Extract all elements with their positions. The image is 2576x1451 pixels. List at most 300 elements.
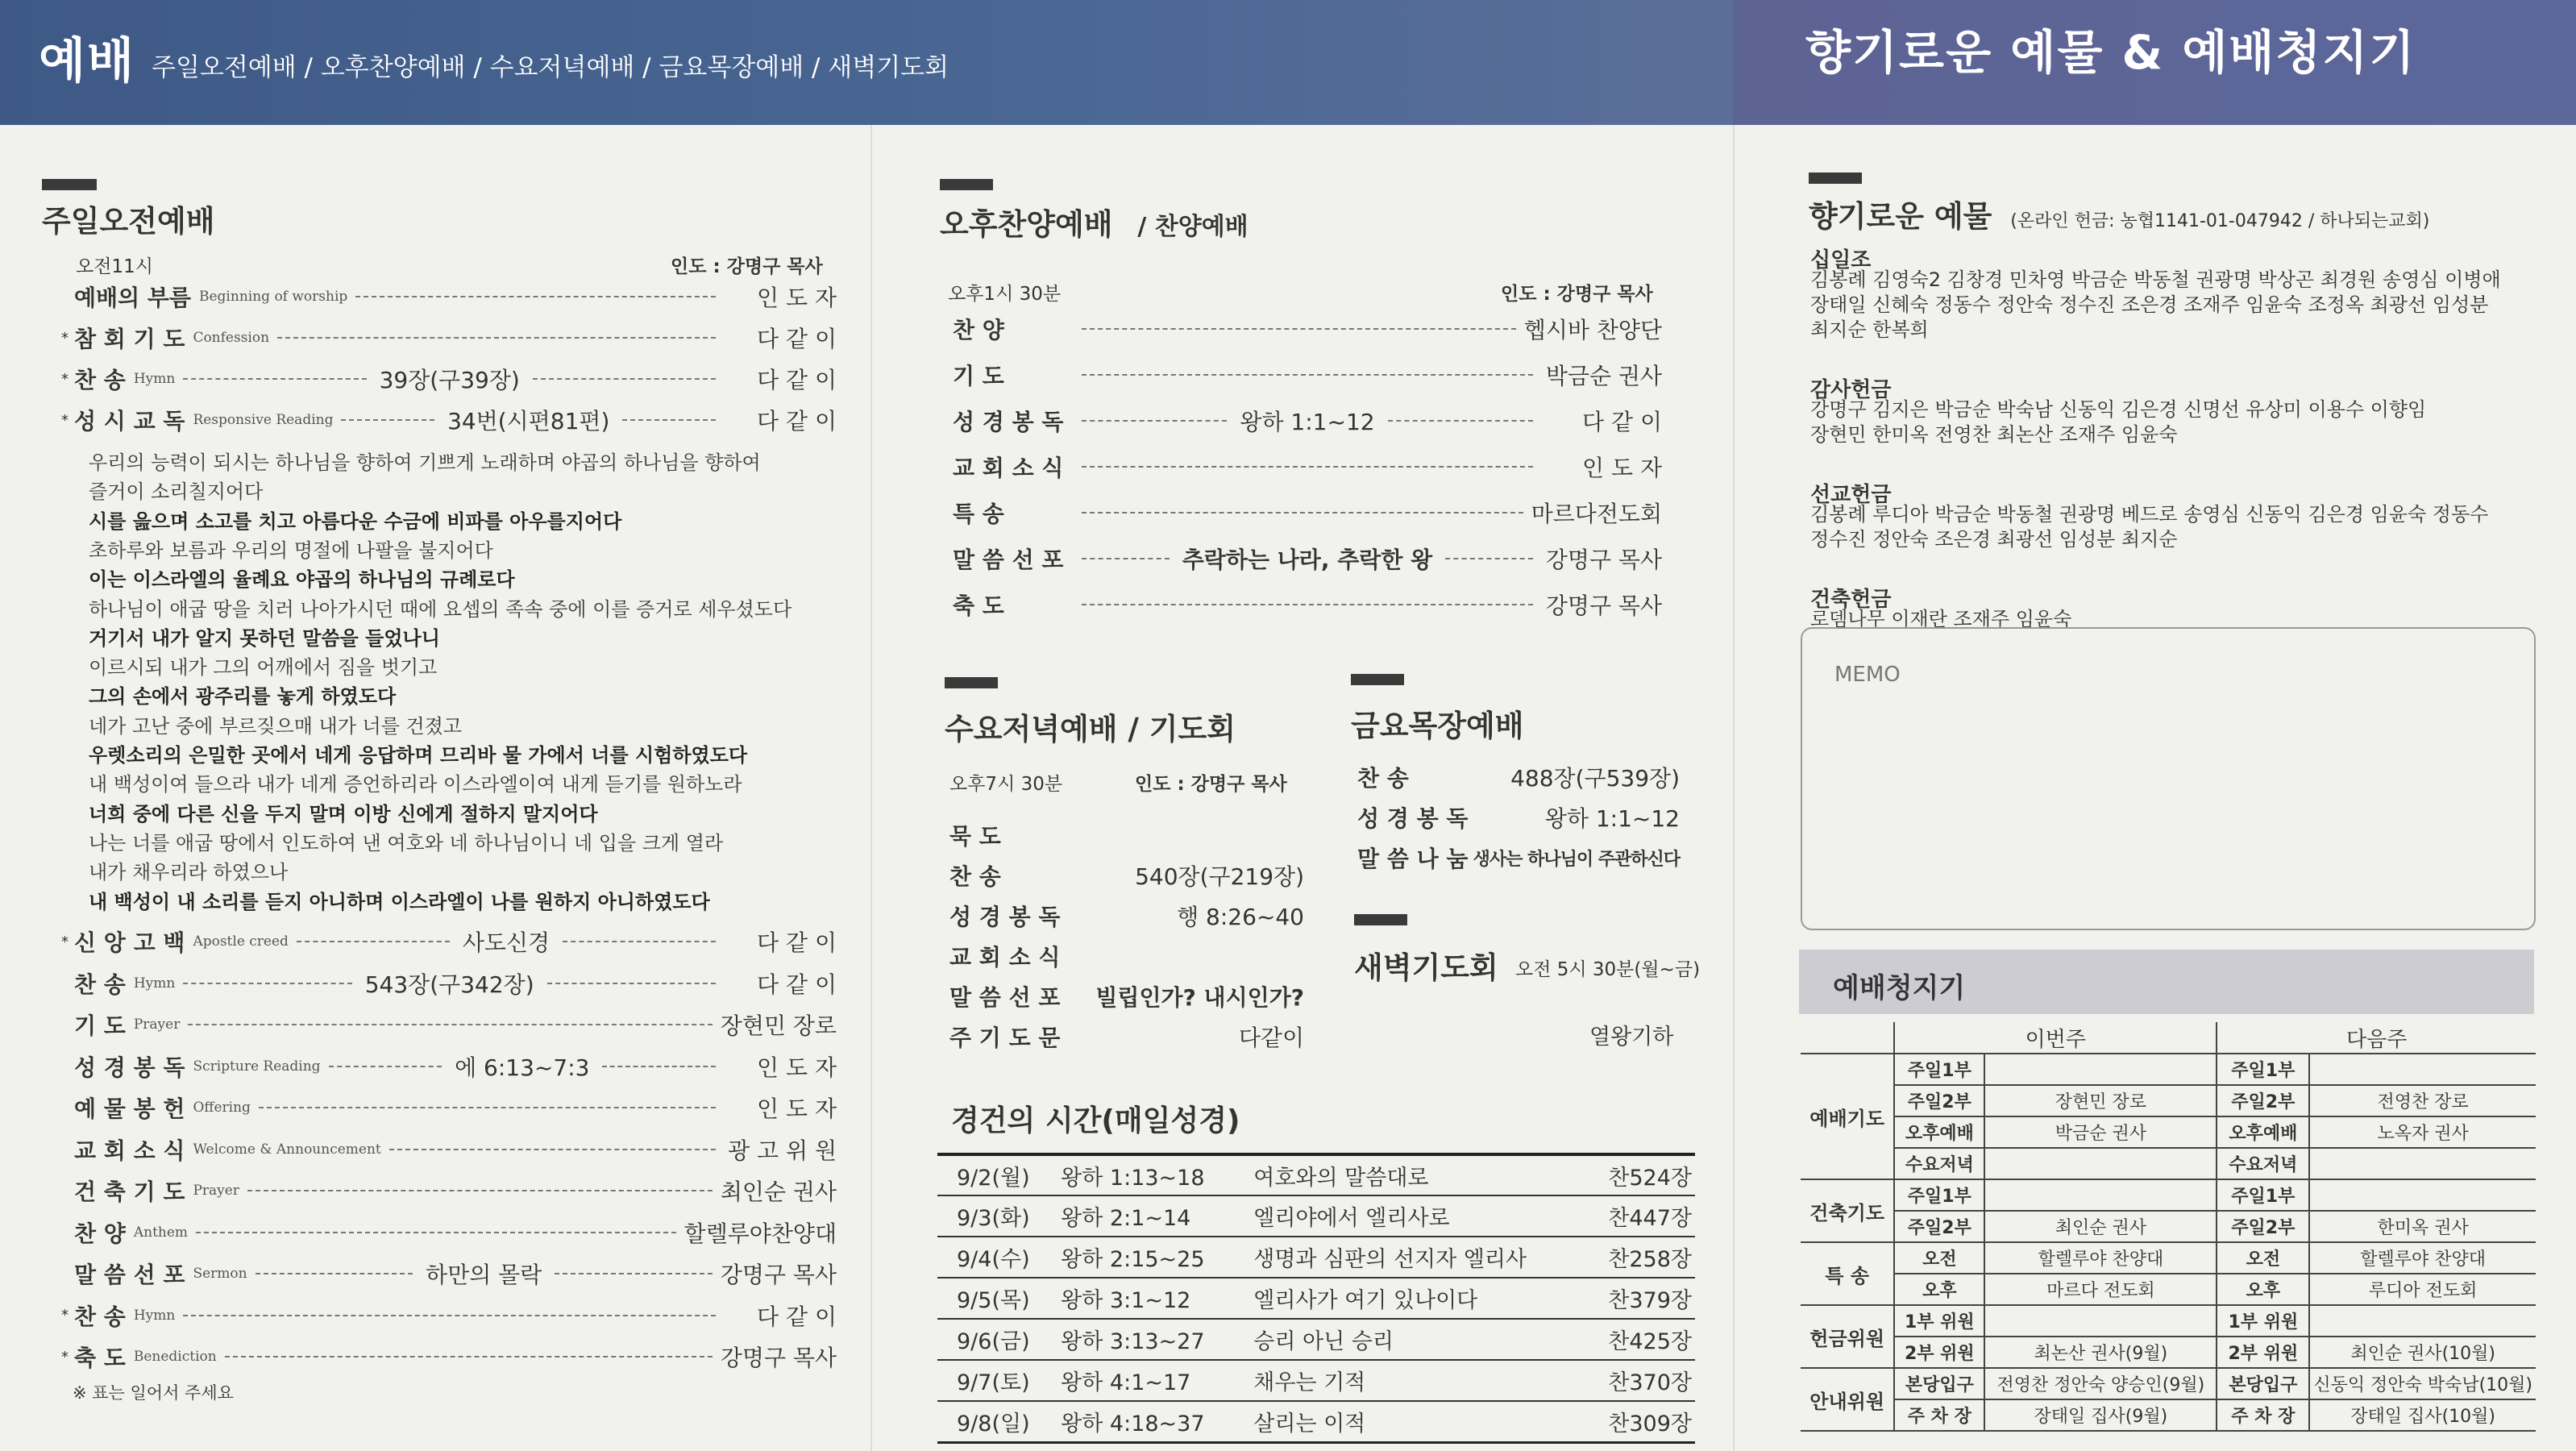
dotted-leader — [188, 1024, 712, 1025]
order-label: 말 씀 선 포 — [953, 547, 1064, 573]
order-detail: 하만의 몰락 — [426, 1262, 542, 1288]
duty-title: 예배청지기 — [1833, 972, 1966, 1004]
order-item — [61, 925, 837, 958]
order-label: 예배의 부름 — [74, 285, 191, 311]
devotion-row — [937, 1319, 1695, 1360]
duty-slot: 주일2부 — [2217, 1211, 2309, 1242]
order-label: 찬 송 — [1357, 765, 1409, 792]
order-label: 성 경 봉 독 — [953, 409, 1064, 435]
reading-line: 우리의 능력이 되시는 하나님을 향하여 기쁘게 노래하며 야곱의 하나님을 향하여 — [89, 451, 761, 474]
offering-names: 강명구 김지은 박금순 박숙남 신동익 김은경 신명선 유상미 이용수 이향임 — [1810, 398, 2427, 421]
devotion-date: 9/8(일) — [937, 1401, 1057, 1442]
dotted-leader — [1388, 420, 1533, 422]
wed-order-item — [949, 900, 1304, 932]
devotion-ref: 왕하 4:1~17 — [1057, 1360, 1250, 1401]
order-person: 다 같 이 — [757, 1303, 837, 1330]
sunday-am-leader: 인도 : 강명구 목사 — [671, 256, 823, 277]
duty-slot: 1부 위원 — [1894, 1305, 1984, 1337]
reading-line: 이르시되 내가 그의 어깨에서 짐을 벗기고 — [89, 656, 438, 680]
duty-person — [2309, 1305, 2536, 1337]
order-person: 강명구 목사 — [1545, 592, 1662, 619]
dotted-leader — [259, 1107, 716, 1108]
order-label-en: Hymn — [133, 975, 176, 992]
dotted-leader — [1082, 466, 1533, 468]
order-item — [61, 1216, 837, 1249]
friday-title: 금요목장예배 — [1351, 709, 1524, 743]
devotion-topic: 엘리사가 여기 있나이다 — [1250, 1278, 1596, 1319]
order-label-en: Hymn — [133, 371, 176, 387]
order-label-en: Hymn — [133, 1307, 176, 1324]
memo-box[interactable] — [1801, 627, 2536, 930]
duty-slot: 주일2부 — [2217, 1085, 2309, 1116]
order-label: 교 회 소 식 — [953, 455, 1064, 481]
order-detail: 왕하 1:1~12 — [1240, 409, 1375, 435]
dotted-leader — [533, 378, 716, 380]
devotion-ref: 왕하 3:1~12 — [1057, 1278, 1250, 1319]
order-person: 박금순 권사 — [1545, 363, 1662, 389]
duty-slot: 1부 위원 — [2217, 1305, 2309, 1337]
header-subtitle: 주일오전예배 / 오후찬양예배 / 수요저녁예배 / 금요목장예배 / 새벽기도회 — [152, 53, 949, 82]
reading-line: 내가 채우리라 하였으나 — [89, 861, 289, 884]
devotion-topic: 여호와의 말씀대로 — [1250, 1154, 1596, 1195]
order-person: 다 같 이 — [757, 367, 837, 393]
dotted-leader — [1082, 558, 1170, 559]
duty-group: 특 송 — [1801, 1242, 1894, 1305]
dotted-leader — [183, 983, 351, 984]
dotted-leader — [389, 1149, 716, 1150]
wed-order-item — [949, 940, 1304, 972]
dawn-text: 열왕기하 — [1589, 1025, 1674, 1050]
devotion-ref: 왕하 1:13~18 — [1057, 1154, 1250, 1195]
order-detail: 왕하 1:1~12 — [1544, 805, 1680, 832]
duty-row — [1801, 1116, 2536, 1148]
duty-person: 신동익 정안숙 박숙남(10월) — [2309, 1368, 2536, 1399]
order-label: 주 기 도 문 — [949, 1025, 1061, 1051]
duty-person — [1984, 1148, 2217, 1179]
order-person: 다 같 이 — [757, 971, 837, 998]
dotted-leader — [1082, 512, 1523, 513]
sunday-pm-title-text: 오후찬양예배 — [940, 207, 1113, 242]
devotion-date: 9/2(월) — [937, 1154, 1057, 1195]
dotted-leader — [247, 1190, 713, 1191]
order-item — [61, 1175, 837, 1207]
order-label: 신 앙 고 백 — [74, 929, 185, 956]
order-item — [61, 1091, 837, 1124]
order-person: 인 도 자 — [757, 1096, 837, 1122]
order-item — [61, 1133, 837, 1166]
fold-line — [1733, 125, 1735, 1451]
wed-order-item — [949, 980, 1304, 1012]
devotion-hymn: 찬425장 — [1596, 1319, 1695, 1360]
order-item — [61, 1050, 837, 1083]
duty-slot: 2부 위원 — [2217, 1337, 2309, 1368]
reading-line: 시를 읊으며 소고를 치고 아름다운 수금에 비파를 아우를지어다 — [89, 509, 622, 533]
order-item — [61, 1008, 837, 1041]
order-label: 찬 송 — [949, 863, 1001, 890]
dotted-leader — [1082, 328, 1516, 330]
pm-order-item — [953, 451, 1662, 483]
dotted-leader — [196, 1232, 676, 1233]
standing-note: ※ 표는 일어서 주세요 — [73, 1383, 234, 1403]
section-bar — [1809, 173, 1862, 184]
order-person: 인 도 자 — [757, 1054, 837, 1081]
standing-mark: * — [61, 329, 69, 347]
duty-slot: 주일1부 — [1894, 1054, 1984, 1085]
duty-person: 최인순 권사(10월) — [2309, 1337, 2536, 1368]
reading-line: 우렛소리의 은밀한 곳에서 네게 응답하며 므리바 물 가에서 너를 시험하였도다 — [89, 744, 748, 767]
order-label: 성 경 봉 독 — [1357, 805, 1469, 832]
devotion-table — [937, 1153, 1695, 1444]
fri-order-item — [1357, 801, 1680, 834]
offering-names: 장태일 신혜숙 정동수 정안숙 정수진 조은경 조재주 임윤숙 조정옥 최광선 임성분 — [1810, 293, 2489, 316]
order-label-en: Anthem — [133, 1224, 189, 1241]
order-person: 다 같 이 — [757, 408, 837, 434]
duty-slot: 본당입구 — [1894, 1368, 1984, 1399]
order-label-en: Benediction — [133, 1349, 217, 1365]
order-detail: 생사는 하나님이 주관하신다 — [1473, 849, 1680, 870]
standing-mark: * — [61, 411, 69, 429]
order-label-en: Prayer — [193, 1183, 239, 1199]
order-detail: 다같이 — [1238, 1025, 1304, 1051]
duty-slot: 주일2부 — [1894, 1085, 1984, 1116]
duty-person: 전영찬 장로 — [2309, 1085, 2536, 1116]
devotion-hymn: 찬370장 — [1596, 1360, 1695, 1401]
duty-slot: 주 차 장 — [1894, 1399, 1984, 1431]
standing-mark: * — [61, 1348, 69, 1366]
offering-group-title: 감사헌금 — [1810, 378, 1892, 402]
order-detail: 빌립인가? 내시인가? — [1095, 984, 1304, 1011]
sunday-pm-leader: 인도 : 강명구 목사 — [1501, 284, 1653, 305]
duty-person: 루디아 전도회 — [2309, 1274, 2536, 1305]
order-label-en: Prayer — [133, 1017, 181, 1033]
order-label: 교 회 소 식 — [74, 1137, 185, 1164]
standing-mark: * — [61, 933, 69, 950]
dotted-leader — [602, 1066, 716, 1067]
offering-title-text: 향기로운 예물 — [1809, 199, 1992, 234]
order-label: 성 경 봉 독 — [74, 1054, 185, 1081]
duty-row — [1801, 1242, 2536, 1274]
order-item — [61, 404, 837, 436]
reading-line: 내 백성이여 들으라 내가 네게 증언하리라 이스라엘이여 내게 듣기를 원하노라 — [89, 773, 742, 796]
devotion-title: 경건의 시간(매일성경) — [951, 1104, 1240, 1137]
dotted-leader — [277, 337, 716, 339]
duty-person — [2309, 1148, 2536, 1179]
dotted-leader — [1082, 420, 1227, 422]
duty-slot: 오전 — [2217, 1242, 2309, 1274]
duty-person: 한미옥 권사 — [2309, 1211, 2536, 1242]
duty-person: 노옥자 권사 — [2309, 1116, 2536, 1148]
order-person: 헵시바 찬양단 — [1523, 317, 1662, 343]
order-detail: 540장(구219장) — [1135, 863, 1304, 890]
duty-slot: 수요저녁 — [2217, 1148, 2309, 1179]
dotted-leader — [622, 419, 716, 421]
duty-slot: 주일1부 — [2217, 1054, 2309, 1085]
duty-slot: 오후예배 — [1894, 1116, 1984, 1148]
order-label: 찬 송 — [74, 367, 126, 393]
duty-person: 장현민 장로 — [1984, 1085, 2217, 1116]
order-person: 인 도 자 — [1582, 455, 1662, 481]
order-label: 특 송 — [953, 501, 1004, 527]
pm-order-item — [953, 359, 1662, 391]
duty-row — [1801, 1148, 2536, 1179]
devotion-row — [937, 1401, 1695, 1442]
order-person: 최인순 권사 — [720, 1179, 837, 1205]
duty-person — [1984, 1305, 2217, 1337]
duty-person: 마르다 전도회 — [1984, 1274, 2217, 1305]
devotion-topic: 엘리야에서 엘리사로 — [1250, 1195, 1596, 1237]
standing-mark: * — [61, 370, 69, 388]
offering-names: 최지순 한복희 — [1810, 318, 1929, 341]
offering-group-title: 선교헌금 — [1810, 483, 1892, 507]
duty-person — [1984, 1179, 2217, 1211]
order-detail: 488장(구539장) — [1510, 765, 1680, 792]
devotion-hymn: 찬524장 — [1596, 1154, 1695, 1195]
duty-row — [1801, 1054, 2536, 1085]
order-person: 강명구 목사 — [1545, 547, 1662, 573]
order-label: 찬 송 — [74, 971, 126, 998]
pm-order-item — [953, 588, 1662, 621]
reading-line: 나는 너를 애굽 땅에서 인도하여 낸 여호와 네 하나님이니 네 입을 크게 열라 — [89, 831, 724, 854]
order-label: 묵 도 — [949, 823, 1001, 850]
order-detail: 에 6:13~7:3 — [455, 1054, 590, 1081]
duty-person — [2309, 1179, 2536, 1211]
duty-slot: 오후예배 — [2217, 1116, 2309, 1148]
order-detail: 543장(구342장) — [364, 971, 534, 998]
dotted-leader — [355, 296, 716, 297]
devotion-row — [937, 1154, 1695, 1195]
wed-order-item — [949, 1021, 1304, 1053]
offering-title — [1809, 192, 2429, 235]
order-label: 건 축 기 도 — [74, 1179, 185, 1205]
dawn-time: 오전 5시 30분(월~금) — [1515, 959, 1701, 980]
order-label: 말 씀 나 눔 — [1357, 846, 1469, 872]
duty-slot: 주 차 장 — [2217, 1399, 2309, 1431]
order-label: 예 물 봉 헌 — [74, 1096, 185, 1122]
duty-slot: 오전 — [1894, 1242, 1984, 1274]
duty-slot: 수요저녁 — [1894, 1148, 1984, 1179]
order-label: 기 도 — [953, 363, 1004, 389]
fold-line — [870, 125, 872, 1451]
duty-row — [1801, 1211, 2536, 1242]
dotted-leader — [225, 1356, 713, 1357]
duty-person: 전영찬 정안숙 양승인(9월) — [1984, 1368, 2217, 1399]
order-label-en: Apostle creed — [193, 933, 289, 950]
devotion-row — [937, 1278, 1695, 1319]
sunday-pm-title — [940, 200, 1249, 243]
order-label: 말 씀 선 포 — [74, 1262, 185, 1288]
header-title: 예배 — [39, 33, 135, 89]
duty-header — [1799, 950, 2534, 1014]
order-label: 교 회 소 식 — [949, 944, 1061, 971]
pm-order-item — [953, 313, 1662, 345]
offering-group-title: 건축헌금 — [1810, 588, 1892, 612]
wednesday-leader: 인도 : 강명구 목사 — [1135, 774, 1287, 795]
devotion-date: 9/7(토) — [937, 1360, 1057, 1401]
order-item — [61, 1299, 837, 1332]
devotion-date: 9/3(화) — [937, 1195, 1057, 1237]
order-label: 성 시 교 독 — [74, 408, 185, 434]
standing-mark: * — [61, 1307, 69, 1324]
order-detail: 행 8:26~40 — [1177, 904, 1304, 930]
order-person: 다 같 이 — [1582, 409, 1662, 435]
memo-label: MEMO — [1834, 663, 1901, 687]
order-item — [61, 363, 837, 395]
order-label: 축 도 — [74, 1345, 126, 1371]
reading-line: 즐거이 소리칠지어다 — [89, 480, 264, 504]
dotted-leader — [547, 983, 716, 984]
devotion-topic: 승리 아닌 승리 — [1250, 1319, 1596, 1360]
reading-line: 너희 중에 다른 신을 두지 말며 이방 신에게 절하지 말지어다 — [89, 802, 598, 825]
order-label: 찬 양 — [953, 317, 1004, 343]
reading-line: 이는 이스라엘의 율례요 야곱의 하나님의 규례로다 — [89, 568, 515, 592]
order-label: 찬 송 — [74, 1303, 126, 1330]
dotted-leader — [1082, 604, 1533, 605]
order-detail: 사도신경 — [462, 929, 551, 956]
devotion-row — [937, 1237, 1695, 1278]
section-bar — [945, 677, 998, 688]
duty-slot: 주일2부 — [1894, 1211, 1984, 1242]
duty-row — [1801, 1305, 2536, 1337]
offering-group-title: 십일조 — [1810, 248, 1872, 272]
sunday-pm-subtitle: / 찬양예배 — [1137, 213, 1249, 241]
devotion-ref: 왕하 2:15~25 — [1057, 1237, 1250, 1278]
offering-names: 김봉례 루디아 박금순 박동철 권광명 베드로 송영심 신동익 김은경 임윤숙 정동수 — [1810, 503, 2489, 526]
offering-names: 김봉례 김영숙2 김창경 민차영 박금순 박동철 권광명 박상곤 최경원 송영심 이병애 — [1810, 268, 2501, 291]
dotted-leader — [297, 941, 450, 942]
duty-slot: 본당입구 — [2217, 1368, 2309, 1399]
order-label-en: Responsive Reading — [193, 412, 334, 428]
duty-slot: 오후 — [1894, 1274, 1984, 1305]
order-item — [61, 281, 837, 313]
offering-names: 로뎀나무 이재란 조재주 임윤숙 — [1810, 608, 2072, 630]
order-item — [61, 967, 837, 1000]
order-person: 다 같 이 — [757, 929, 837, 956]
order-label: 축 도 — [953, 592, 1004, 619]
duty-person: 장태일 집사(10월) — [2309, 1399, 2536, 1431]
order-detail: 39장(구39장) — [379, 367, 520, 393]
order-label: 말 씀 선 포 — [949, 984, 1061, 1011]
reading-line: 그의 손에서 광주리를 놓게 하였도다 — [89, 685, 397, 709]
duty-head-this-week: 이번주 — [1894, 1022, 2217, 1054]
devotion-hymn: 찬447장 — [1596, 1195, 1695, 1237]
devotion-hymn: 찬309장 — [1596, 1401, 1695, 1442]
duty-group: 예배기도 — [1801, 1054, 1894, 1179]
duty-table — [1801, 1022, 2536, 1432]
devotion-hymn: 찬258장 — [1596, 1237, 1695, 1278]
duty-group: 헌금위원 — [1801, 1305, 1894, 1368]
order-label-en: Beginning of worship — [199, 289, 348, 305]
dotted-leader — [555, 1273, 713, 1274]
fri-order-item — [1357, 761, 1680, 793]
order-item — [61, 322, 837, 354]
devotion-date: 9/6(금) — [937, 1319, 1057, 1360]
wed-order-item — [949, 859, 1304, 892]
dotted-leader — [329, 1066, 442, 1067]
order-label-en: Scripture Reading — [193, 1058, 321, 1075]
devotion-date: 9/4(수) — [937, 1237, 1057, 1278]
order-person: 마르다전도회 — [1531, 501, 1662, 527]
dawn-title: 새벽기도회 — [1354, 950, 1498, 985]
order-person: 강명구 목사 — [720, 1262, 837, 1288]
fri-order-item — [1357, 842, 1680, 874]
dotted-leader — [563, 941, 716, 942]
dotted-leader — [1445, 558, 1533, 559]
duty-group: 건축기도 — [1801, 1179, 1894, 1242]
section-bar — [940, 179, 993, 190]
devotion-ref: 왕하 2:1~14 — [1057, 1195, 1250, 1237]
duty-slot: 주일1부 — [1894, 1179, 1984, 1211]
duty-slot: 2부 위원 — [1894, 1337, 1984, 1368]
duty-slot: 주일1부 — [2217, 1179, 2309, 1211]
duty-person: 할렐루야 찬양대 — [2309, 1242, 2536, 1274]
order-person: 강명구 목사 — [720, 1345, 837, 1371]
dotted-leader — [183, 1315, 716, 1316]
duty-row — [1801, 1337, 2536, 1368]
order-person: 인 도 자 — [757, 285, 837, 311]
wed-order-item — [949, 819, 1304, 851]
wednesday-title: 수요저녁예배 / 기도회 — [945, 712, 1236, 746]
order-item — [61, 1258, 837, 1290]
duty-person — [1984, 1054, 2217, 1085]
duty-person: 박금순 권사 — [1984, 1116, 2217, 1148]
devotion-date: 9/5(목) — [937, 1278, 1057, 1319]
section-bar — [42, 179, 97, 190]
duty-row — [1801, 1368, 2536, 1399]
devotion-topic: 채우는 기적 — [1250, 1360, 1596, 1401]
duty-person — [2309, 1054, 2536, 1085]
offering-account: (온라인 헌금: 농협1141-01-047942 / 하나되는교회) — [2010, 211, 2430, 231]
devotion-row — [937, 1195, 1695, 1237]
order-detail: 추락하는 나라, 추락한 왕 — [1182, 547, 1433, 573]
sunday-pm-time: 오후1시 30분 — [948, 284, 1062, 305]
sunday-am-title: 주일오전예배 — [42, 204, 215, 239]
reading-line: 네가 고난 중에 부르짖으매 내가 너를 건졌고 — [89, 714, 463, 738]
offering-names: 장현민 한미옥 전영찬 최논산 조재주 임윤숙 — [1810, 423, 2178, 446]
duty-person: 최인순 권사 — [1984, 1211, 2217, 1242]
order-person: 장현민 장로 — [720, 1012, 837, 1039]
devotion-topic: 살리는 이적 — [1250, 1401, 1596, 1442]
wednesday-time: 오후7시 30분 — [949, 774, 1063, 795]
devotion-ref: 왕하 4:18~37 — [1057, 1401, 1250, 1442]
dotted-leader — [256, 1273, 413, 1274]
order-item — [61, 1341, 837, 1373]
duty-head-next-week: 다음주 — [2217, 1022, 2536, 1054]
devotion-row — [937, 1360, 1695, 1401]
duty-slot: 오후 — [2217, 1274, 2309, 1305]
devotion-topic: 생명과 심판의 선지자 엘리사 — [1250, 1237, 1596, 1278]
duty-person: 장태일 집사(9월) — [1984, 1399, 2217, 1431]
order-detail: 34번(시편81편) — [447, 408, 610, 434]
reading-line: 거기서 내가 알지 못하던 말씀을 들었나니 — [89, 626, 440, 650]
dotted-leader — [1082, 374, 1533, 376]
order-label: 참 회 기 도 — [74, 326, 185, 352]
order-label-en: Offering — [193, 1100, 251, 1116]
duty-row — [1801, 1085, 2536, 1116]
order-label-en: Confession — [193, 330, 270, 346]
pm-order-item — [953, 497, 1662, 529]
section-bar — [1351, 674, 1404, 685]
dotted-leader — [183, 378, 366, 380]
pm-order-item — [953, 405, 1662, 437]
duty-row — [1801, 1179, 2536, 1211]
duty-row — [1801, 1274, 2536, 1305]
duty-person: 할렐루야 찬양대 — [1984, 1242, 2217, 1274]
order-person: 광 고 위 원 — [728, 1137, 837, 1164]
order-label: 찬 양 — [74, 1220, 126, 1247]
order-label: 성 경 봉 독 — [949, 904, 1061, 930]
order-person: 다 같 이 — [757, 326, 837, 352]
devotion-ref: 왕하 3:13~27 — [1057, 1319, 1250, 1360]
